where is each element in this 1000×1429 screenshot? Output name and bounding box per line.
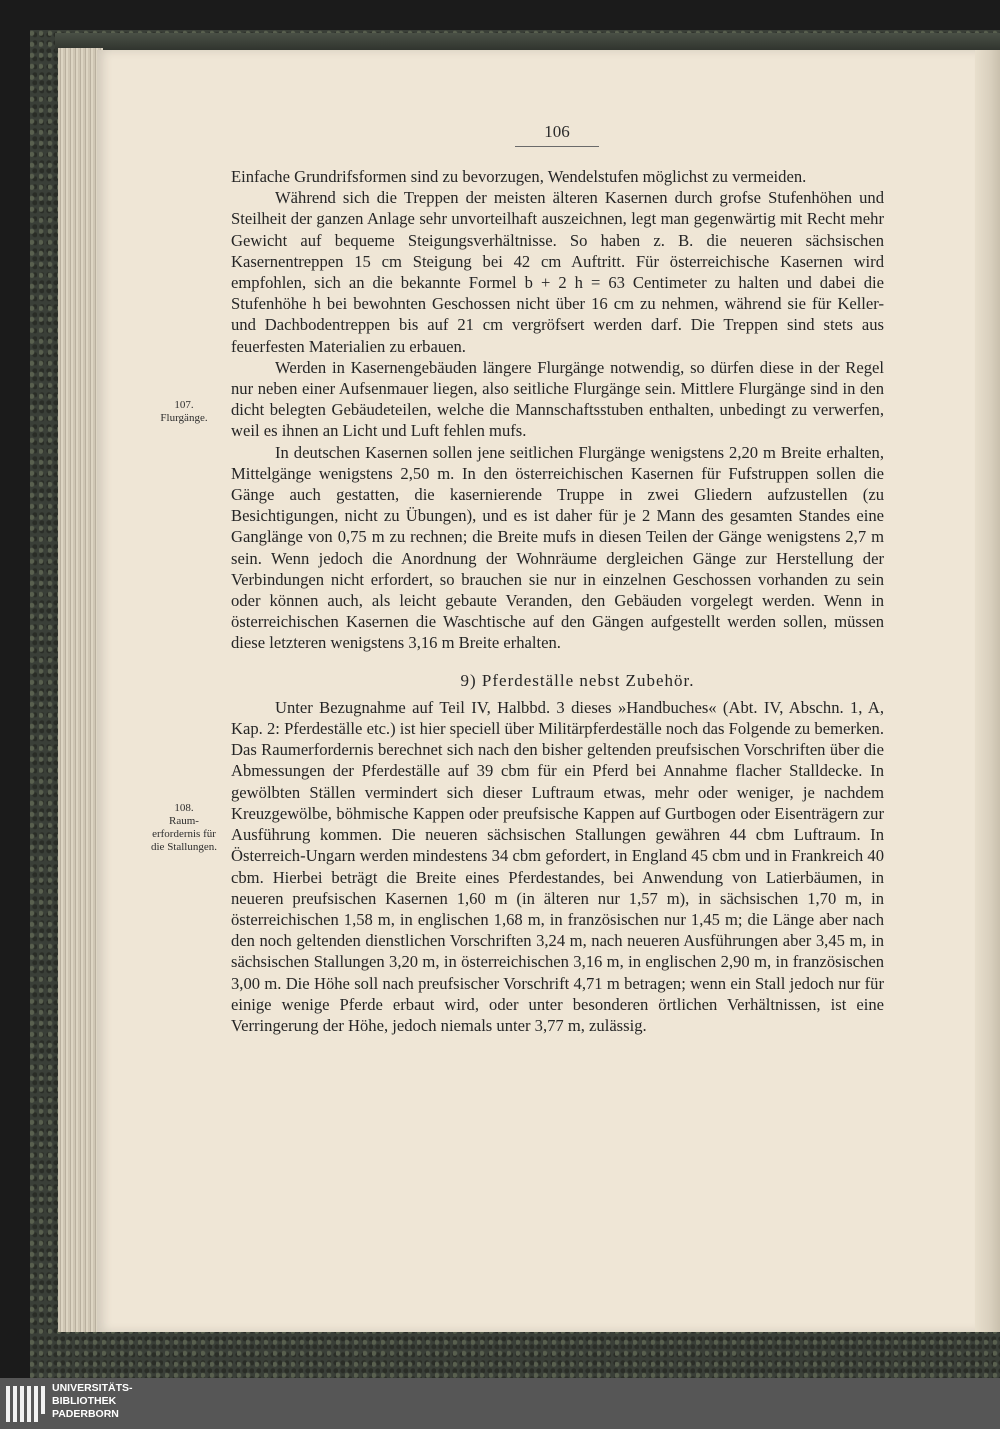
margin-note-number: 108. [174,802,194,814]
body-text [231,166,884,1036]
margin-note-107 [145,399,223,425]
library-name: UNIVERSITÄTS- BIBLIOTHEK PADERBORN [52,1382,133,1420]
page-right-edge [975,50,1000,1332]
margin-note-label: Raum-erfordernis für die Stallungen. [151,815,217,853]
margin-note-label: Flurgänge. [160,412,208,424]
page-number: 106 [515,122,599,147]
paragraph: In deutschen Kasernen sollen jene seitlichen Flurgänge wenigstens 2,20 m Breite erhalten, Mittelgänge wenigstens 2,50 m. In den österreichischen Kasernen für Fufstruppen sollen die Gänge auch gestatten, die kasernierende Truppe in zwei Gliedern aufzustellen (zu Besichtigungen, nicht zu Übungen), und es ist daher für je 2 Mann des gesamten Standes eine Ganglänge von 0,75 m zu rechnen; die Breite mufs in diesen Teilen der Gänge wenigstens 2,7 m sein. Wenn jedoch die Anordnung der Wohnräume dergleichen Gänge zur Herstellung der Verbindungen nicht erfordert, so brauchen sie nur in einzelnen Geschossen vorhanden zu sein oder können auch, als leicht gebaute Veranden, den Gebäuden vorgelegt werden. Wenn in österreichischen Kasernen die Waschtische auf den Gängen aufgestellt werden sollen, müssen diese letzteren wenigstens 3,16 m Breite erhalten. [231,442,884,653]
cover-top-edge [55,33,1000,51]
library-logo-icon [6,1386,48,1422]
paragraph: Werden in Kasernengebäuden längere Flurgänge notwendig, so dürfen diese in der Regel nur neben einer Aufsenmauer liegen, also seitliche Flurgänge sein. Mittlere Flurgänge sind in den dicht belegten Gebäudeteilen, welche die Mannschaftsstuben enthalten, unbedingt zu verwerfen, weil es ihnen an Licht und Luft fehlen mufs. [231,357,884,441]
paragraph: Unter Bezugnahme auf Teil IV, Halbbd. 3 dieses »Handbuches« (Abt. IV, Abschn. 1, A, Kap. 2: Pferdeställe etc.) ist hier speciell über Militärpferdeställe noch das Folgende zu bemerken. Das Raumerfordernis berechnet sich nach den bisher geltenden preufsischen Vorschriften über die Abmessungen der Pferdeställe auf 39 cbm für ein Pferd bei Annahme flacher Stalldecke. In gewölbten Ställen vermindert sich dieser Luftraum etwas, mehr oder weniger, je nachdem Kreuzgewölbe, böhmische Kappen oder preufsische Kappen auf Gurtbogen oder Eisenträgern zur Ausführung kommen. Die neueren sächsischen Stallungen gewähren 44 cbm Luftraum. In Österreich-Ungarn werden mindestens 34 cbm gefordert, in England 45 cbm und in Frankreich 40 cbm. Hierbei beträgt die Breite eines Pferdestandes, bei Anwendung von Latierbäumen, in neueren preufsischen Kasernen 1,60 m (in älteren nur 1,57 m), in sächsischen 1,70 m, in österreichischen 1,58 m, in englischen 1,68 m, in französischen nur 1,45 m; die Länge aber nach den noch geltenden dienstlichen Vorschriften 3,24 m, nach neueren Ausführungen aber 3,45 m, in sächsischen Stallungen 3,20 m, in österreichischen 3,16 m, in englischen 2,90 m, in französischen 3,00 m. Die Höhe soll nach preufsischer Vorschrift 4,71 m betragen; wenn ein Stall jedoch nur für einige wenige Pferde erbaut wird, oder unter besonderen örtlichen Verhältnissen, ist eine Verringerung der Höhe, jedoch niemals unter 3,77 m, zulässig. [231,697,884,1035]
library-footer [0,1378,1000,1429]
section-heading: 9) Pferdeställe nebst Zubehör. [460,670,695,690]
paragraph: Während sich die Treppen der meisten älteren Kasernen durch grofse Stufenhöhen und Steilheit der ganzen Anlage sehr unvorteilhaft auszeichnen, legt man gegenwärtig mit Recht mehr Gewicht auf bequeme Steigungsverhältnisse. So haben z. B. die neueren sächsischen Kasernentreppen 15 cm Steigung bei 42 cm Auftritt. Für österreichische Kasernen wird empfohlen, sich an die bekannte Formel b + 2 h = 63 Centimeter zu halten und dabei die Stufenhöhe h bei bewohnten Geschossen nicht über 16 cm zu nehmen, während sie für Keller- und Dachbodentreppen bis auf 21 cm vergröfsert werden darf. Die Treppen sind stets aus feuerfesten Materialien zu erbauen. [231,188,884,356]
paragraph: Einfache Grundrifsformen sind zu bevorzugen, Wendelstufen möglichst zu vermeiden. [231,167,807,186]
margin-note-number: 107. [174,399,194,411]
margin-note-108 [145,802,223,854]
